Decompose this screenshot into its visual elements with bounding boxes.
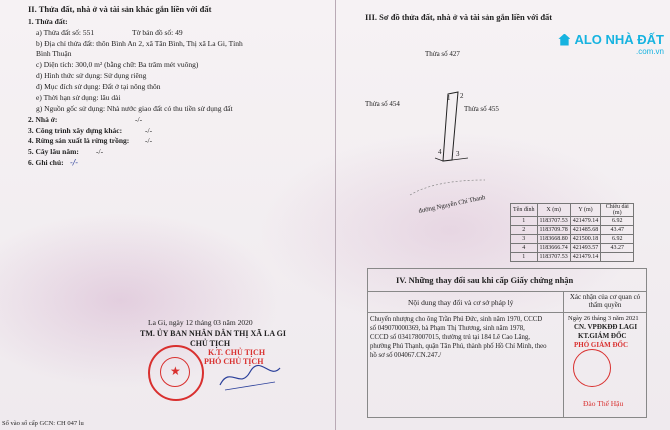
table-cell: 1183709.78 <box>537 226 570 235</box>
table-cell: 1183707.53 <box>537 253 570 262</box>
table-header-row <box>511 204 634 217</box>
changes-line-4: phường Phú Thạnh, quận Tân Phú, thành phố Hồ Chí Minh, theo <box>370 343 547 350</box>
table-cell: 43.47 <box>601 226 634 235</box>
table-cell: 421493.57 <box>570 244 601 253</box>
table-cell: 1 <box>511 253 538 262</box>
table-cell: 421479.14 <box>570 253 601 262</box>
forest-heading: 4. Rừng sản xuất là rừng trồng: <box>28 136 130 145</box>
official-seal <box>148 345 204 401</box>
other-works-heading: 3. Công trình xây dựng khác: <box>28 126 123 135</box>
office-seal <box>573 349 611 387</box>
changes-col-divider <box>563 291 564 417</box>
issue-date: La Gi, ngày 12 tháng 03 năm 2020 <box>148 318 253 327</box>
table-header: Tên đỉnh <box>511 204 538 217</box>
vertex-label-3: 3 <box>456 150 460 158</box>
table-cell: 421485.68 <box>570 226 601 235</box>
road-label: đường Nguyễn Chí Thanh <box>418 194 487 215</box>
notes-heading: 6. Ghi chú: <box>28 158 64 167</box>
table-cell: 3 <box>511 235 538 244</box>
changes-col-confirm: Xác nhận của cơ quan có thẩm quyền <box>569 293 641 309</box>
table-cell: 6.92 <box>601 217 634 226</box>
usage-form: d) Hình thức sử dụng: Sử dụng riêng <box>36 71 147 80</box>
table-row <box>511 217 634 226</box>
road-dashed <box>410 180 485 195</box>
confirm-signer: Đào Thế Hậu <box>583 399 624 408</box>
section-ii-title: II. Thửa đất, nhà ở và tài sản khác gắn liền với đất <box>28 4 212 14</box>
table-cell: 1183707.53 <box>537 217 570 226</box>
usage-purpose: đ) Mục đích sử dụng: Đất ở tại nông thôn <box>36 82 161 91</box>
section-iv-title: IV. Những thay đổi sau khi cấp Giấy chứng nhận <box>396 275 574 285</box>
perennial-heading: 5. Cây lâu năm: <box>28 147 79 156</box>
stamp-vice-chairman: PHÓ CHỦ TỊCH <box>204 357 264 366</box>
section-iii-title: III. Sơ đồ thửa đất, nhà ở và tài sản gắn liền với đất <box>365 12 553 22</box>
plot-area: c) Diện tích: 300,0 m² (bằng chữ: Ba trăm mét vuông) <box>36 60 199 69</box>
stamp-kt-chairman: K.T. CHỦ TỊCH <box>208 348 266 357</box>
usage-origin: g) Nguồn gốc sử dụng: Nhà nước giao đất có thu tiền sử dụng đất <box>36 104 233 113</box>
table-cell: 2 <box>511 226 538 235</box>
changes-header <box>368 291 646 313</box>
table-cell <box>601 253 634 262</box>
forest-value: -/- <box>145 136 153 145</box>
vertex-label-1: 1 <box>447 94 451 102</box>
map-sheet-number: Tờ bản đồ số: 49 <box>132 28 183 37</box>
confirm-date: Ngày 26 tháng 3 năm 2021 <box>568 315 639 322</box>
table-header: X (m) <box>537 204 570 217</box>
watermark <box>558 32 664 56</box>
table-row <box>511 226 634 235</box>
road-edge <box>452 158 468 160</box>
table-row <box>511 244 634 253</box>
table-cell: 6.92 <box>601 235 634 244</box>
house-heading: 2. Nhà ở: <box>28 115 58 124</box>
table-header: Chiều dài (m) <box>601 204 634 217</box>
house-value: -/- <box>135 115 143 124</box>
watermark-brand: ALO NHÀ ĐẤT <box>574 32 664 47</box>
plot-address: b) Địa chỉ thửa đất: thôn Bình An 2, xã Tân Bình, Thị xã La Gi, Tỉnh <box>36 39 243 48</box>
perennial-value: -/- <box>96 147 104 156</box>
table-cell: 43.27 <box>601 244 634 253</box>
changes-line-3: CCCD số 034178007015, thường trú tại 184 Lê Cao Lãng, <box>370 334 531 341</box>
chairman-title: CHỦ TỊCH <box>190 339 231 348</box>
plot-number: a) Thửa đất số: 551 <box>36 28 95 37</box>
table-header: Y (m) <box>570 204 601 217</box>
house-icon <box>558 34 570 46</box>
parcel-427-label: Thửa số 427 <box>425 50 460 58</box>
table-cell: 421500.18 <box>570 235 601 244</box>
table-cell: 1183668.80 <box>537 235 570 244</box>
issuing-authority: TM. ỦY BAN NHÂN DÂN THỊ XÃ LA GI <box>140 329 287 338</box>
changes-line-2: số 049070000369, bà Phạm Thị Thương, sinh năm 1978, <box>370 325 525 332</box>
changes-box <box>367 268 647 418</box>
table-row <box>511 253 634 262</box>
plot-address-province: Bình Thuận <box>36 49 72 58</box>
coordinate-table <box>510 203 634 262</box>
watermark-domain: .com.vn <box>635 47 664 56</box>
usage-term: e) Thời hạn sử dụng: lâu dài <box>36 93 121 102</box>
other-works-value: -/- <box>145 126 153 135</box>
vertex-label-2: 2 <box>460 92 464 100</box>
registry-number: Số vào sổ cấp GCN: CH 047 lu <box>2 420 84 427</box>
neighbor-edge <box>435 158 443 161</box>
land-plot-heading: 1. Thửa đất: <box>28 17 68 26</box>
parcel-455-label: Thửa số 455 <box>464 105 499 113</box>
center-divider <box>335 0 336 430</box>
confirm-office: CN. VPĐKĐĐ LAGI <box>574 323 638 331</box>
vertex-label-4: 4 <box>438 148 442 156</box>
table-row <box>511 235 634 244</box>
parcel-454-label: Thửa số 454 <box>365 100 400 108</box>
changes-line-1: Chuyển nhượng cho ông Trần Phú Đức, sinh năm 1970, CCCD <box>370 316 543 323</box>
star-icon: ★ <box>170 364 181 378</box>
signature <box>215 360 285 395</box>
table-cell: 421479.14 <box>570 217 601 226</box>
table-cell: 4 <box>511 244 538 253</box>
notes-value: -/- <box>70 158 78 167</box>
confirm-vice-director: PHÓ GIÁM ĐỐC <box>574 341 629 349</box>
table-cell: 1183666.74 <box>537 244 570 253</box>
changes-col-content: Nội dung thay đổi và cơ sở pháp lý <box>408 298 514 307</box>
confirm-kt-director: KT.GIÁM ĐỐC <box>578 332 627 340</box>
changes-line-5: hồ sơ số 004067.CN.247./ <box>370 352 442 359</box>
table-cell: 1 <box>511 217 538 226</box>
